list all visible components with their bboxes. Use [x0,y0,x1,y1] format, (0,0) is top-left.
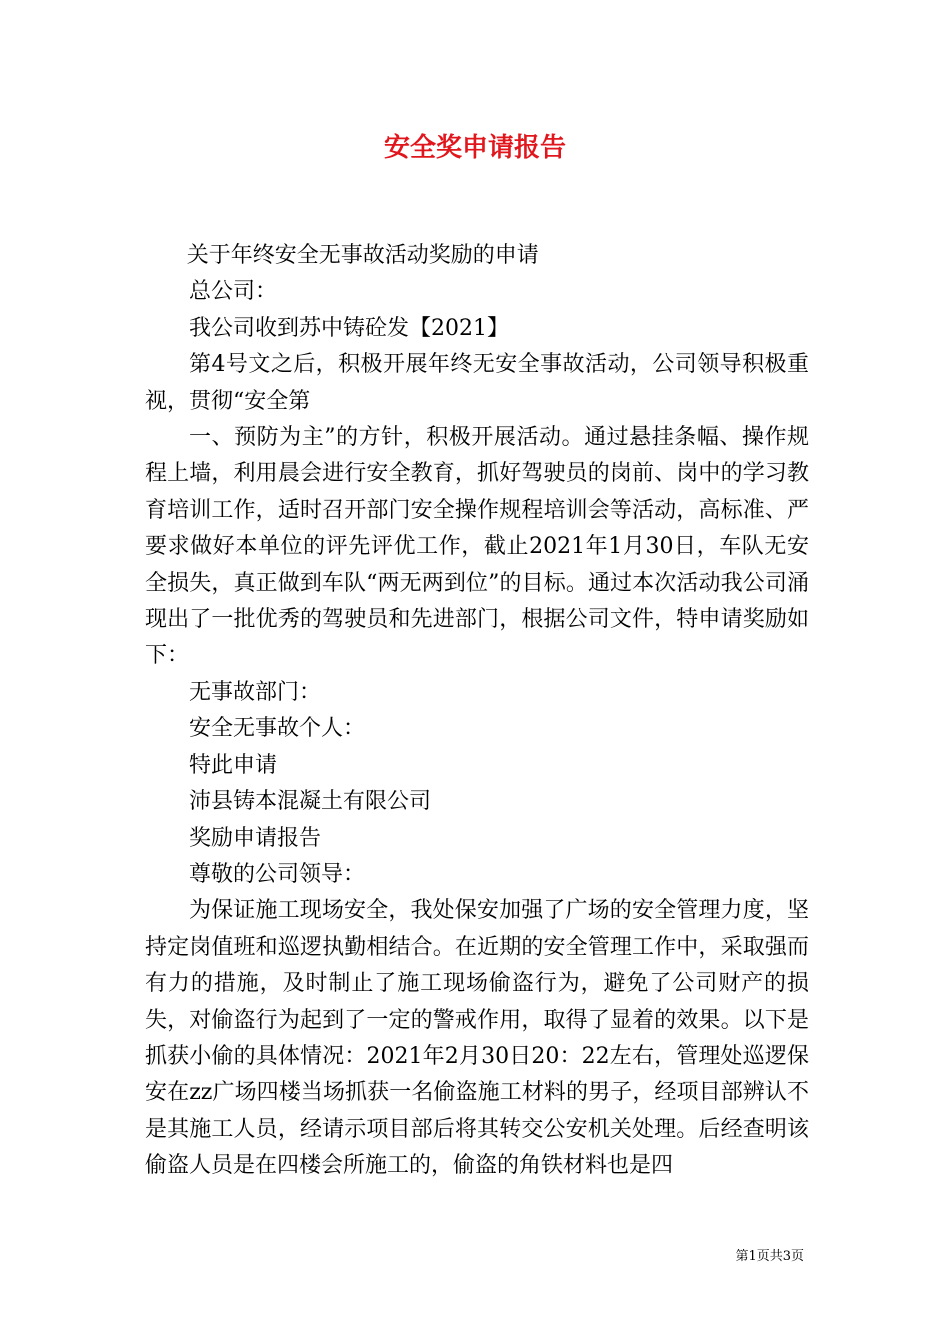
paragraph-individuals: 安全无事故个人： [189,716,366,742]
paragraph-intro: 第4号文之后，积极开展年终无安全事故活动，公司领导积极重视，贯彻“安全第 [145,352,809,414]
paragraph-company: 沛县铸本混凝土有限公司 [189,789,432,815]
document-body [145,238,809,1185]
paragraph-department: 无事故部门： [189,679,322,705]
paragraph-reference: 我公司收到苏中铸砼发【2021】 [189,315,509,341]
page-indicator: 第1页共3页 [735,1249,804,1264]
paragraph-incident: 为保证施工现场安全，我处保安加强了广场的安全管理力度，坚持定岗值班和巡逻执勤相结合。在近期的安全管理工作中，采取强而有力的措施，及时制止了施工现场偷盗行为，避免了公司财产的损失，对偷盗行为起到了一定的警戒作用，取得了显着的效果。以下是抓获小偷的具体情况：2021年2月30日20：22左右，管理处巡逻保安在zz广场四楼当场抓获一名偷盗施工材料的男子，经项目部辨认不是其施工人员，经请示项目部后将其转交公安机关处理。后经查明该偷盗人员是在四楼会所施工的，偷盗的角铁材料也是四 [145,898,809,1179]
paragraph-salutation: 总公司： [189,279,278,305]
page-title: 安全奖申请报告 [383,133,566,163]
paragraph-report-title: 奖励申请报告 [189,825,322,851]
paragraph-activities: 一、预防为主”的方针，积极开展活动。通过悬挂条幅、操作规程上墙，利用晨会进行安全教育，抓好驾驶员的岗前、岗中的学习教育培训工作，适时召开部门安全操作规程培训会等活动，高标准、严要求做好本单位的评先评优工作，截止2021年1月30日，车队无安全损失，真正做到车队“两无两到位”的目标。通过本次活动我公司涌现出了一批优秀的驾驶员和先进部门，根据公司文件，特申请奖励如下： [145,425,809,669]
paragraph-subject: 关于年终安全无事故活动奖励的申请 [186,243,539,268]
paragraph-greeting: 尊敬的公司领导： [189,861,366,887]
paragraph-closing: 特此申请 [189,752,278,778]
